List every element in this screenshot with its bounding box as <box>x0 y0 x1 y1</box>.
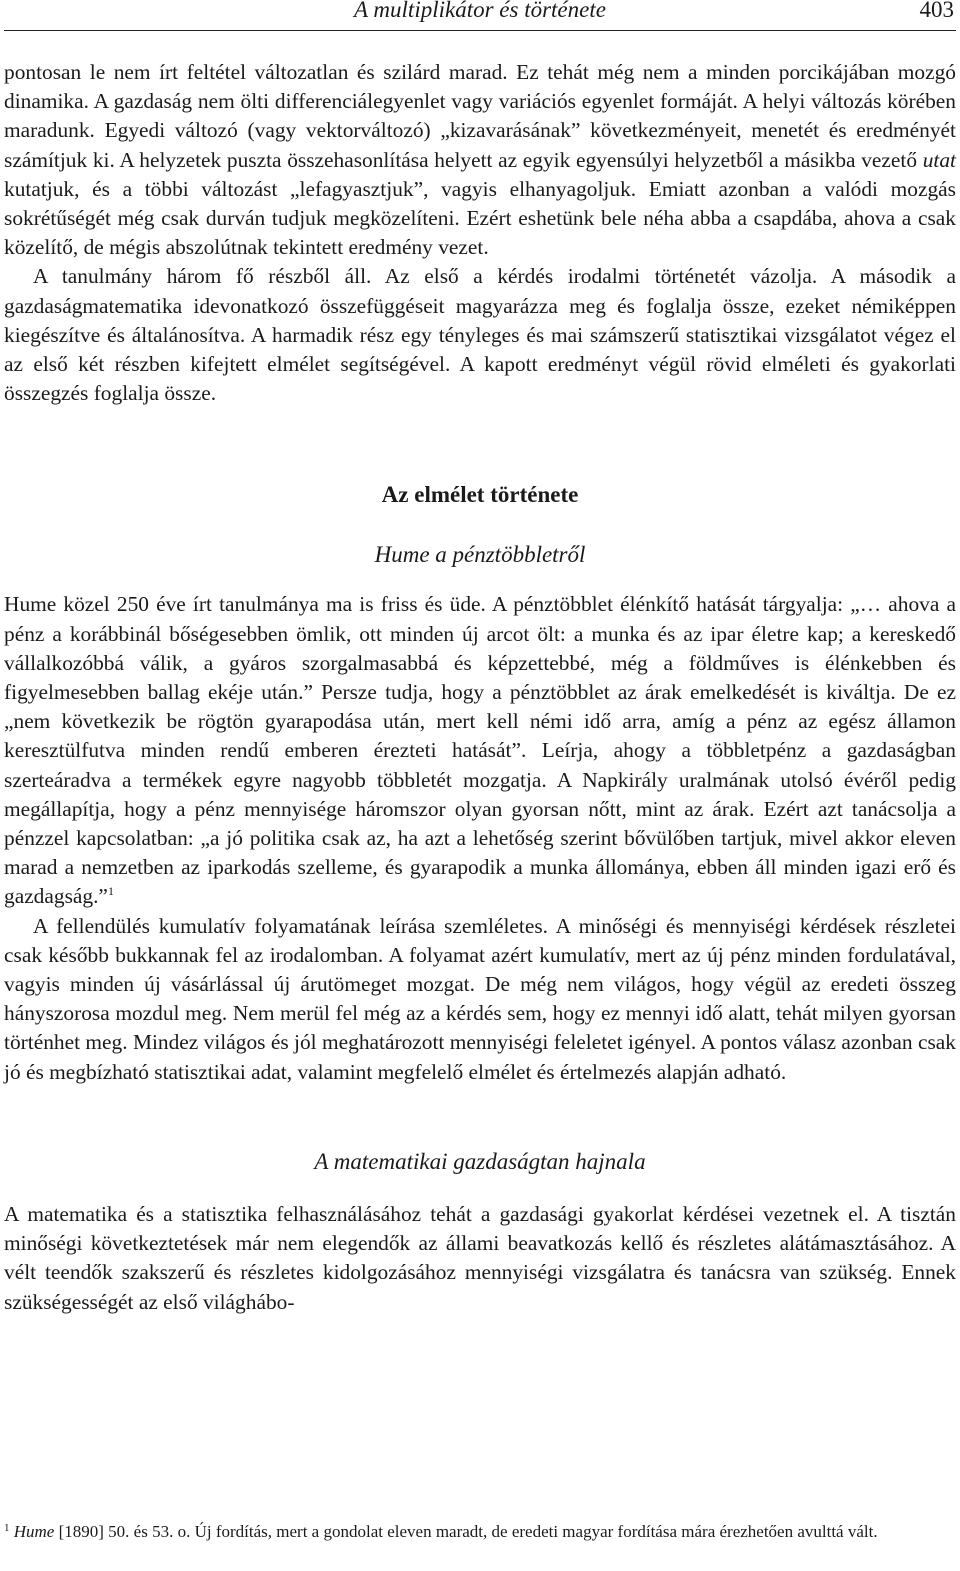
intro-paragraph-1 <box>4 58 956 262</box>
intro-text-b: kutatjuk, és a többi változást „lefagyasztjuk”, vagyis elhanyagoljuk. Emiatt azonban a valódi mozgás sokrétűségét még csak durván tudjuk megközelíteni. Ezért eshetünk bele néha abba a csapdába, ahova a csak közelítő, de mégis abszolútnak tekintett eredmény vezet. <box>4 176 956 260</box>
intro-emphasis: utat <box>922 147 956 172</box>
running-head <box>4 0 956 31</box>
section-heading: Az elmélet története <box>381 482 579 508</box>
intro-paragraph-2: A tanulmány három fő részből áll. Az első a kérdés irodalmi történetét vázolja. A második a gazdaságmatematika idevonatkozó összefüggéseit magyarázza meg és foglalja össze, ezeket némiképpen kiegészítve és általánosítva. A harmadik rész egy tényleges és mai számszerű statisztikai vizsgálatot végez el az első két részben kifejtett elmélet segítségével. A kapott eredményt végül rövid elméleti és gyakorlati összegzés foglalja össze. <box>4 264 956 406</box>
footnote <box>4 1520 956 1544</box>
footnote-marker: 1 <box>4 1522 10 1534</box>
page-number: 403 <box>919 0 954 22</box>
subsection-heading-hume: Hume a pénztöbbletről <box>374 542 586 568</box>
hume-paragraph-1 <box>4 590 956 911</box>
footnote-author: Hume <box>13 1522 55 1541</box>
footnote-text: [1890] 50. és 53. o. Új fordítás, mert a gondolat eleven maradt, de eredeti magyar fordítása mára érezhetően avulttá vált. <box>54 1522 878 1541</box>
page <box>4 0 956 1317</box>
page-body <box>4 58 956 1317</box>
math-paragraph-1: A matematika és a statisztika felhasználásához tehát a gazdasági gyakorlat kérdései vezetnek el. A tisztán minőségi következtetések már nem elegendők az állami beavatkozás kellő és részletes alátámasztásához. A vélt teendők szakszerű és részletes kidolgozásához mennyiségi vizsgálatra és tanácsra van szükség. Ennek szükségességét az első világhábo- <box>4 1201 956 1314</box>
running-head-title: A multiplikátor és története <box>354 0 606 22</box>
subsection-heading-math: A matematikai gazdaságtan hajnala <box>314 1148 646 1174</box>
intro-text-a: pontosan le nem írt feltétel változatlan és szilárd marad. Ez tehát még nem a minden porcikájában mozgó dinamika. A gazdaság nem ölti differenciálegyenlet vagy variációs egyenlet formáját. A helyi változás körében maradunk. Egyedi változó (vagy vektorváltozó) „kizavarásának” következményeit, menetét és eredményét számítjuk ki. A helyzetek puszta összehasonlítása helyett az egyik egyensúlyi helyzetből a másikba vezető <box>4 60 956 172</box>
hume-text: Hume közel 250 éve írt tanulmánya ma is friss és üde. A pénztöbblet élénkítő hatását tárgyalja: „… ahova a pénz a korábbinál bőségesebben ömlik, ott minden új arcot ölt: a munka és az ipar életre kap; a kereskedő vállalkozóbbá válik, a gyáros szorgalmasabbá és képzettebbé, még a földműves is élénkebben és figyelmesebben ballag ekéje után.” Persze tudja, hogy a pénztöbblet az árak emelkedését is kiváltja. De ez „nem következik be rögtön gyarapodása után, mert kell némi idő arra, amíg a pénz az egész államon keresztülfutva minden rendű emberen érezteti hatását”. Leírja, ahogy a többletpénz a gazdaságban szerteáradva a termékek egyre nagyobb többletét mozgatja. A Napkirály uralmának utolsó évéről pedig megállapítja, hogy a pénz mennyisége háromszor olyan gyorsan nőtt, mint az árak. Ezért azt tanácsolja a pénzzel kapcsolatban: „a jó politika csak az, ha azt a lehetőség szerint bővülőben tartjuk, mivel akkor eleven marad a nemzetben az iparkodás szelleme, és gyarapodik a munka állománya, ebben áll minden igazi erő és gazdagság.” <box>4 592 956 909</box>
hume-paragraph-2: A fellendülés kumulatív folyamatának leírása szemléletes. A minőségi és mennyiségi kérdések részletei csak később bukkannak fel az irodalomban. A folyamat azért kumulatív, mert az új pénz minden fordulatával, vagyis minden új vásárlással új árutömeget mozgat. De még nem világos, hogy végül az eredeti összeg hányszorosa mozdul meg. Nem merül fel még az a kérdés sem, hogy ez mennyi idő alatt, tehát milyen gyorsan történhet meg. Mindez világos és jól meghatározott mennyiségi feleletet igényel. A pontos válasz azonban csak jó és megbízható statisztikai adat, valamint megfelelő elmélet és értelmezés alapján adható. <box>4 913 956 1084</box>
footnote-reference[interactable]: 1 <box>107 884 114 899</box>
